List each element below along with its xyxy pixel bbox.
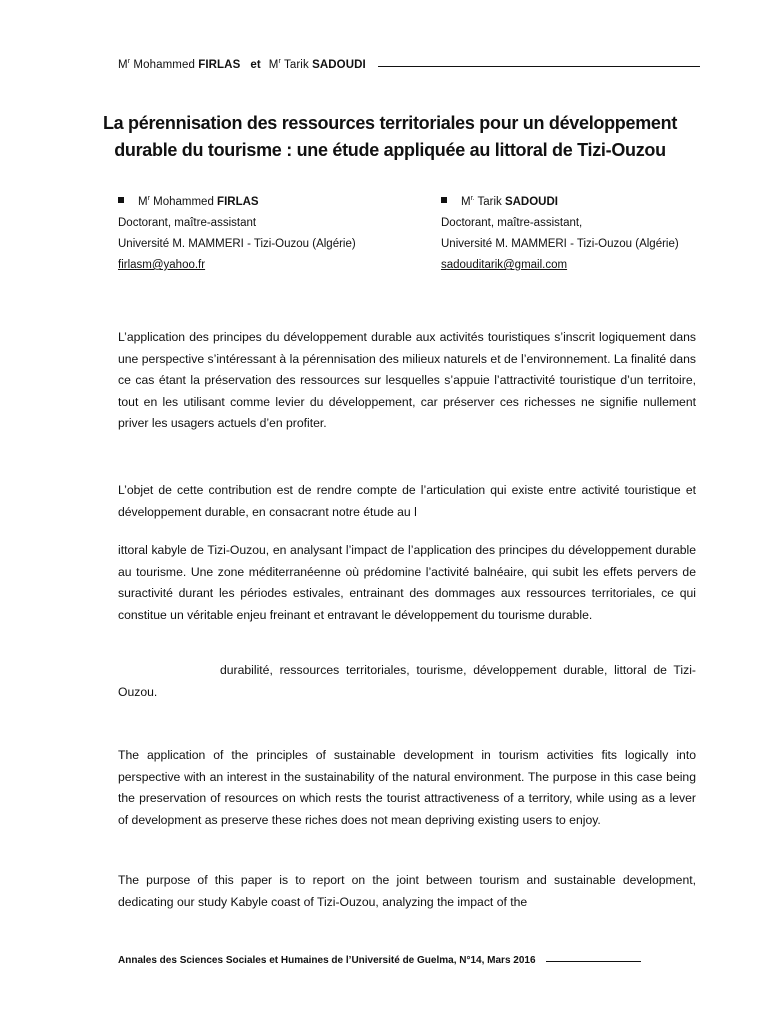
abstract-fr-paragraph-1: L’application des principes du développement durable aux activités touristiques s’inscrit logiquement dans une perspective s’intéressant à la pérennisation des milieux naturels et de l’environnement. La finalité dans ce cas étant la préservation des ressources sur lesquelles s’appuie l’attractivité touristique d’un territoire, tout en les utilisant comme levier du développement, car préserver ces richesses ne signifie nullement priver les usagers actuels d’en profiter. xyxy=(118,330,696,431)
author-1-email-link[interactable]: firlasm@yahoo.fr xyxy=(118,259,206,271)
author-block-2 xyxy=(441,192,679,276)
header-rule xyxy=(378,66,700,67)
author-1-affiliation: Université M. MAMMERI - Tizi-Ouzou (Algérie) xyxy=(118,238,356,250)
author-2-email-link[interactable]: sadouditarik@gmail.com xyxy=(441,259,568,271)
bullet-icon xyxy=(118,197,124,203)
title-line-1: La pérennisation des ressources territoriales pour un développement xyxy=(102,113,678,133)
author-1-name: $M^r$ Mohammed FIRLAS xyxy=(118,192,356,213)
bullet-icon xyxy=(441,197,447,203)
running-header xyxy=(118,54,700,76)
footer-rule xyxy=(546,961,641,962)
abstract-en-paragraph-2: The purpose of this paper is to report on the joint between tourism and sustainable development, dedicating our study Kabyle coast of Tizi-Ouzou, analyzing the impact of the xyxy=(118,873,696,909)
author-2-affiliation: Université M. MAMMERI - Tizi-Ouzou (Algérie) xyxy=(441,238,679,250)
abstract-fr-paragraph-2: L’objet de cette contribution est de rendre compte de l’articulation qui existe entre activité touristique et développement durable, en consacrant notre étude au l xyxy=(118,483,696,519)
header-author-2: $M^r$ Tarik SADOUDI xyxy=(268,58,366,71)
footer-text: Annales des Sciences Sociales et Humaines de l’Université de Guelma, N°14, Mars 2016 xyxy=(118,954,536,966)
abstract-en-paragraph-1: The application of the principles of sustainable development in tourism activities fits logically into perspective with an interest in the sustainability of the natural environment. The purpose in this case being the preservation of resources on which rests the tourist attractiveness of a territory, while using as a lever of development as preserve these riches does not mean depriving existing users to enjoy. xyxy=(118,748,696,827)
title-line-2: durable du tourisme : une étude appliquée au littoral de Tizi-Ouzou xyxy=(114,140,666,160)
abstract-fr-paragraph-3: ittoral kabyle de Tizi-Ouzou, en analysant l’impact de l’application des principes du développement durable au tourisme. Une zone méditerranéenne où prédomine l’activité balnéaire, qui subit les effets pervers de suractivité durant les périodes estivales, entrainant des dommages aux ressources territoriales, ce qui constitue un véritable enjeu freinant et entravant le développement du tourisme durable. xyxy=(118,543,696,622)
author-2-role: Doctorant, maître-assistant, xyxy=(441,217,583,229)
author-block-1 xyxy=(118,192,356,276)
paper-title xyxy=(100,110,680,164)
header-author-1: $M^r$ Mohammed FIRLAS xyxy=(118,58,241,71)
author-2-name: $M^{r.}$ Tarik SADOUDI xyxy=(441,192,679,213)
keywords-text: durabilité, ressources territoriales, tourisme, développement durable, littoral de Tizi-Ouzou. xyxy=(118,663,696,699)
keywords-fr xyxy=(118,660,696,703)
header-conjunction: et xyxy=(250,59,261,71)
author-1-role: Doctorant, maître-assistant xyxy=(118,217,257,229)
running-footer xyxy=(118,950,678,970)
